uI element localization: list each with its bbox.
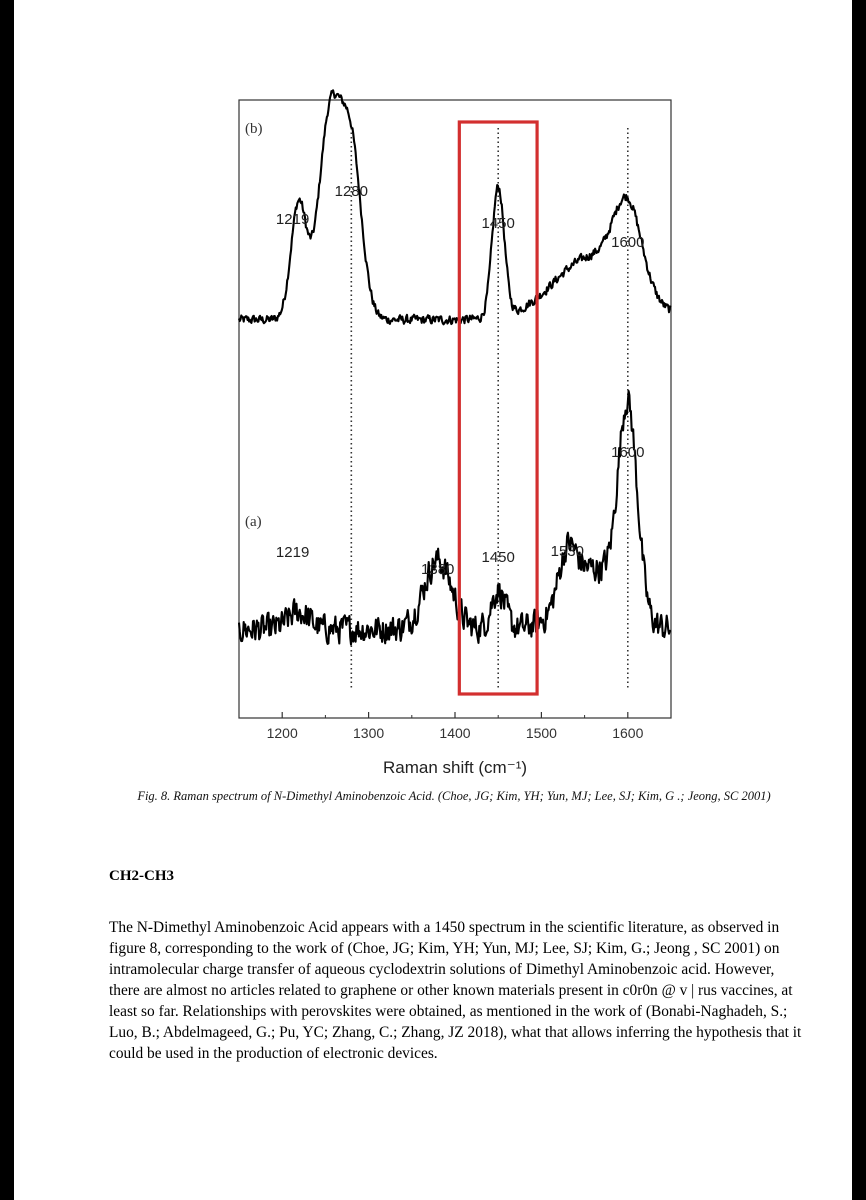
x-tick-label-1200: 1200 bbox=[266, 725, 298, 741]
peak-label-b-1600: 1600 bbox=[611, 234, 645, 251]
section-heading: CH2-CH3 bbox=[109, 868, 174, 884]
peak-label-a-1219: 1219 bbox=[275, 544, 310, 561]
peak-label-b-1219: 1219 bbox=[275, 211, 310, 228]
x-tick-label-1600: 1600 bbox=[612, 725, 644, 741]
spectrum-trace-b bbox=[239, 90, 671, 324]
x-tick-label-1400: 1400 bbox=[439, 725, 471, 741]
spectrum-trace-a bbox=[239, 391, 671, 644]
figure-caption: Fig. 8. Raman spectrum of N-Dimethyl Aminobenzoic Acid. (Choe, JG; Kim, YH; Yun, MJ; Lee, SJ; Kim, G .; Jeong, SC 2001) bbox=[137, 789, 771, 803]
peak-label-b-1450: 1450 bbox=[481, 215, 515, 232]
peak-label-a-1450: 1450 bbox=[481, 549, 515, 566]
figure-8 bbox=[14, 0, 852, 800]
body-paragraph: The N-Dimethyl Aminobenzoic Acid appears with a 1450 spectrum in the scientific literature, as observed in figure 8, corresponding to the work of (Choe, JG; Kim, YH; Yun, MJ; Lee, SJ; Kim, G.; Jeong , SC 2001) on intramolecular charge transfer of aqueous cyclodextrin solutions of Dimethyl Aminobenzoic acid. However, there are almost no articles related to graphene or other known materials present in c0r0n @ v | rus vaccines, at least so far. Relationships with perovskites were obtained, as mentioned in the work of (Bonabi-Naghadeh, S.; Luo, B.; Abdelmageed, G.; Pu, YC; Zhang, C.; Zhang, JZ 2018), what that allows inferring the hypothesis that it could be used in the production of electronic devices. bbox=[109, 919, 802, 1062]
x-tick-label-1500: 1500 bbox=[525, 725, 557, 741]
document-page bbox=[14, 0, 852, 1200]
plot-frame bbox=[239, 100, 671, 718]
panel-label-a: (a) bbox=[245, 514, 262, 530]
peak-label-b-1280: 1280 bbox=[334, 183, 369, 200]
x-axis-title: Raman shift (cm⁻¹) bbox=[382, 758, 528, 777]
peak-label-a-1600: 1600 bbox=[611, 444, 645, 461]
panel-label-b: (b) bbox=[245, 121, 263, 137]
peak-label-a-1380: 1380 bbox=[421, 561, 455, 578]
peak-label-a-1530: 1530 bbox=[550, 543, 585, 560]
x-tick-label-1300: 1300 bbox=[353, 725, 385, 741]
raman-spectrum-chart bbox=[14, 0, 852, 800]
